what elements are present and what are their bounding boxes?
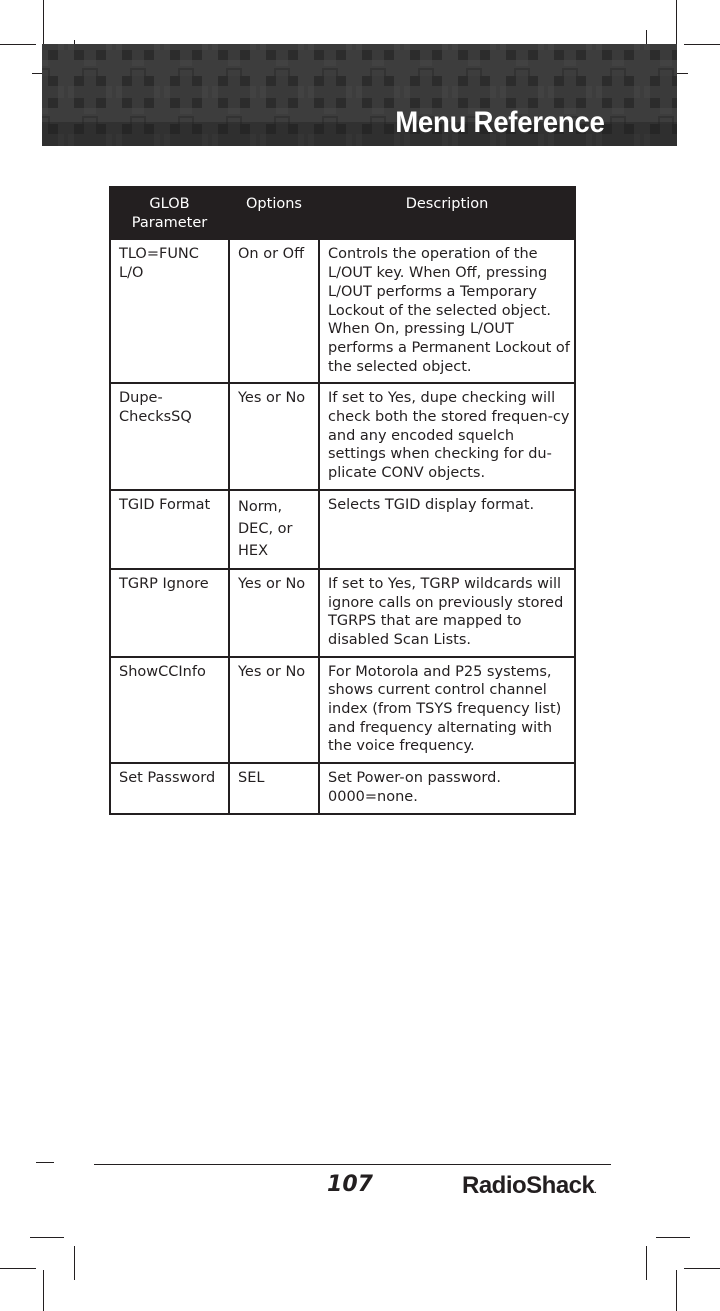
- glob-parameter-table: [109, 186, 576, 815]
- brand-name: RadioShack: [462, 1172, 595, 1199]
- description-cell: Selects TGID display format.: [319, 490, 575, 569]
- options-cell: On or Off: [229, 239, 319, 383]
- table-row: [110, 763, 575, 813]
- table-row: [110, 239, 575, 383]
- parameter-cell: Set Password: [110, 763, 229, 813]
- table-row: [110, 383, 575, 490]
- footer-rule: [94, 1164, 611, 1165]
- table-row: [110, 490, 575, 569]
- column-header-options: Options: [229, 187, 319, 239]
- crop-mark: [0, 44, 36, 45]
- options-cell: Yes or No: [229, 569, 319, 657]
- parameter-cell: Dupe-ChecksSQ: [110, 383, 229, 490]
- column-header-parameter: GLOB Parameter: [110, 187, 229, 239]
- crop-mark: [36, 1162, 54, 1163]
- parameter-cell: ShowCCInfo: [110, 657, 229, 764]
- crop-mark: [74, 1246, 75, 1280]
- parameter-cell: TGRP Ignore: [110, 569, 229, 657]
- crop-mark: [646, 1246, 647, 1280]
- crop-mark: [43, 1270, 44, 1311]
- description-cell: Set Power-on password. 0000=none.: [319, 763, 575, 813]
- crop-mark: [656, 1237, 690, 1238]
- description-cell: If set to Yes, dupe checking will check both the stored frequen-cy and any encoded squelch settings when checking for du-plicate CONV objects.: [319, 383, 575, 490]
- radioshack-logo: [462, 1172, 597, 1200]
- table-row: [110, 569, 575, 657]
- crop-mark: [684, 1268, 720, 1269]
- page-number: 107: [327, 1172, 373, 1197]
- description-cell: If set to Yes, TGRP wildcards will ignore calls on previously stored TGRPS that are mapped to disabled Scan Lists.: [319, 569, 575, 657]
- brand-mark: .: [594, 1186, 597, 1195]
- header-banner: [42, 44, 677, 146]
- table-header-row: [110, 187, 575, 239]
- description-cell: Controls the operation of the L/OUT key. When Off, pressing L/OUT performs a Temporary Lockout of the selected object. When On, pressing L/OUT performs a Permanent Lockout of the selected object.: [319, 239, 575, 383]
- column-header-description: Description: [319, 187, 575, 239]
- crop-mark: [676, 1270, 677, 1311]
- description-cell: For Motorola and P25 systems, shows current control channel index (from TSYS frequency list) and frequency alternating with the voice frequency.: [319, 657, 575, 764]
- crop-mark: [684, 44, 720, 45]
- crop-mark: [30, 1237, 64, 1238]
- options-cell: Yes or No: [229, 657, 319, 764]
- parameter-cell: TGID Format: [110, 490, 229, 569]
- table-row: [110, 657, 575, 764]
- parameter-cell: TLO=FUNC L/O: [110, 239, 229, 383]
- page-title: Menu Reference: [395, 106, 605, 139]
- options-cell: Yes or No: [229, 383, 319, 490]
- crop-mark: [0, 1268, 36, 1269]
- options-cell: SEL: [229, 763, 319, 813]
- options-cell: Norm, DEC, or HEX: [229, 490, 319, 569]
